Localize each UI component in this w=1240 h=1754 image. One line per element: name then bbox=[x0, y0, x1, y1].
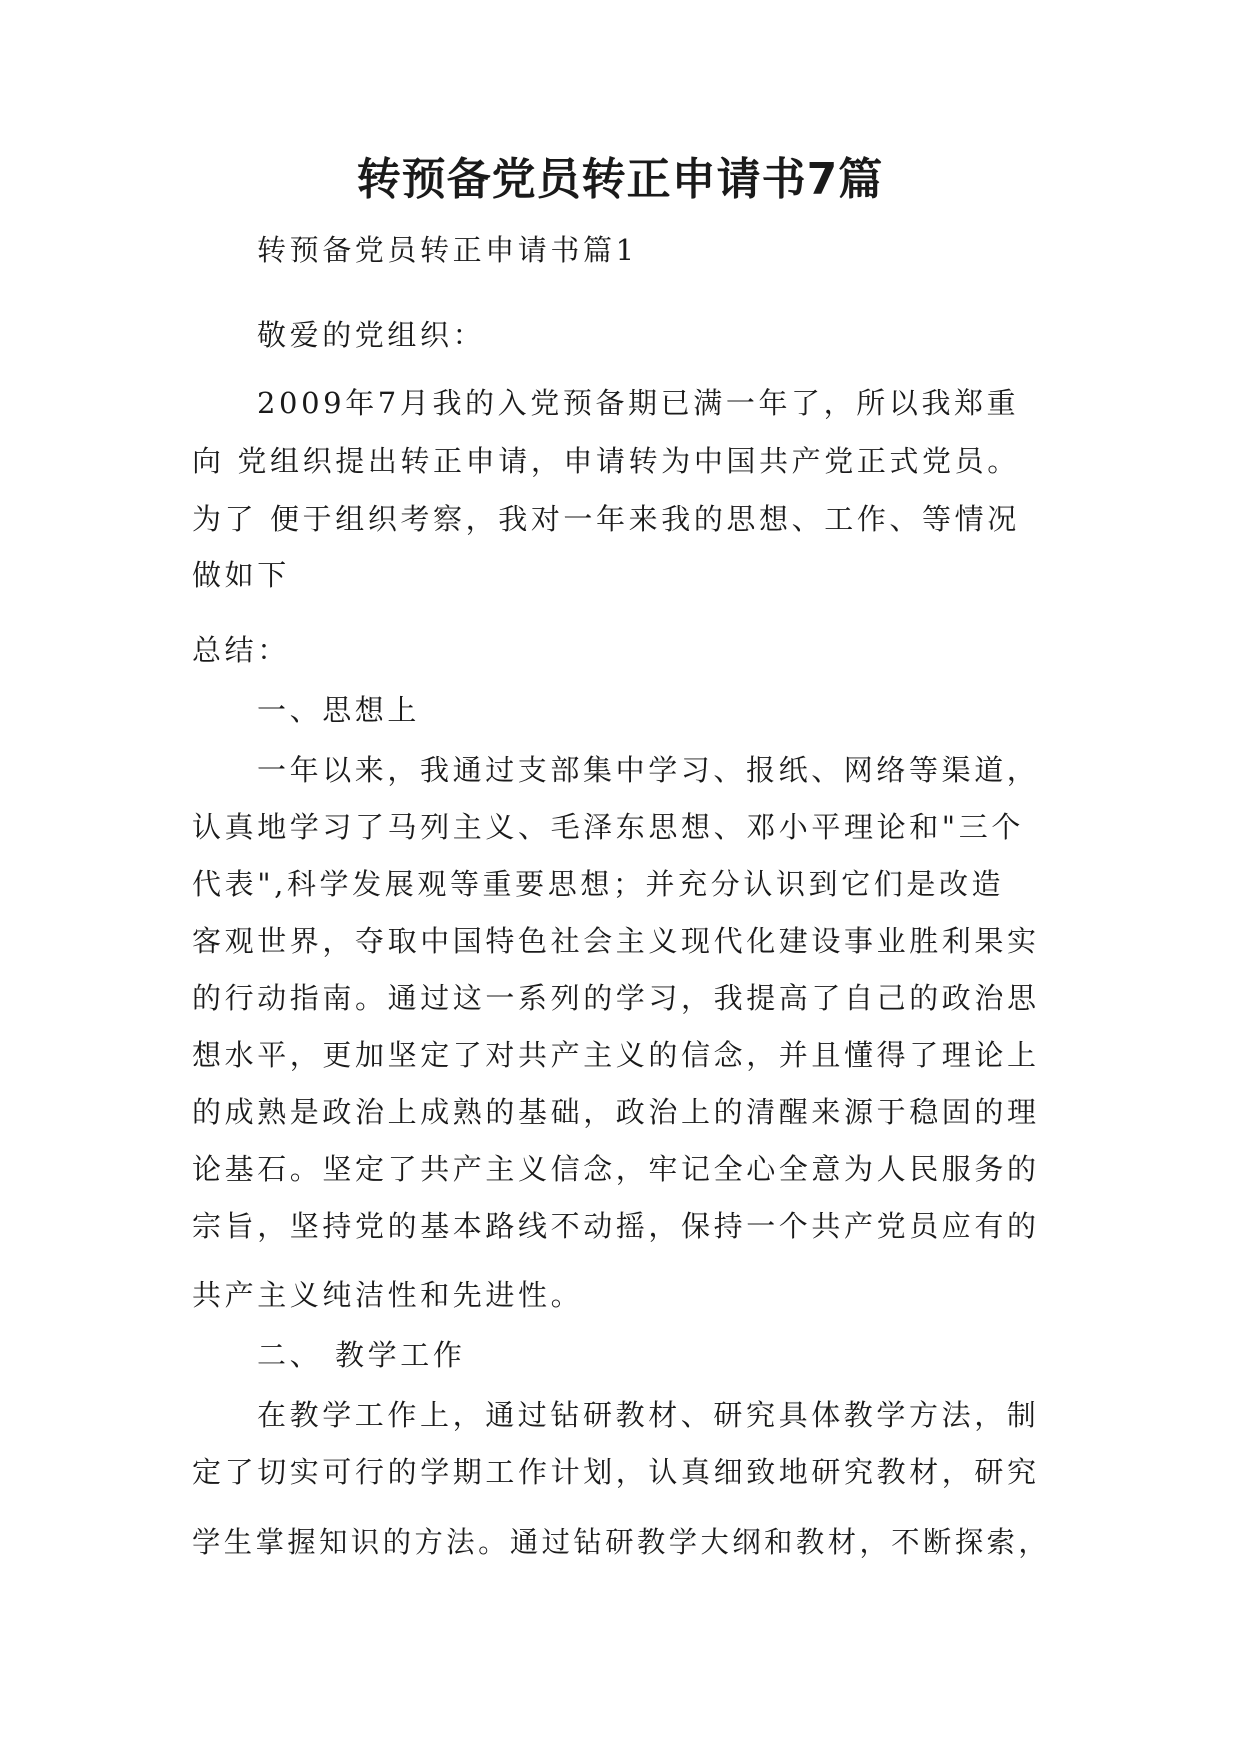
text-line: 一、思想上 bbox=[257, 693, 421, 727]
text-line: 一年以来，我通过支部集中学习、报纸、网络等渠道， bbox=[257, 753, 1040, 787]
text-line: 二、 教学工作 bbox=[257, 1338, 466, 1372]
text-line: 认真地学习了马列主义、毛泽东思想、邓小平理论和"三个 bbox=[192, 810, 1024, 844]
text-line: 学生掌握知识的方法。通过钻研教学大纲和教材，不断探索， bbox=[192, 1525, 1051, 1559]
text-line: 向 党组织提出转正申请，申请转为中国共产党正式党员。 bbox=[192, 444, 1020, 478]
text-line: 2009年7月我的入党预备期已满一年了，所以我郑重 bbox=[257, 386, 1020, 420]
text-line: 的成熟是政治上成熟的基础，政治上的清醒来源于稳固的理 bbox=[192, 1095, 1040, 1129]
text-line: 想水平，更加坚定了对共产主义的信念，并且懂得了理论上 bbox=[192, 1038, 1040, 1072]
text-line: 的行动指南。通过这一系列的学习，我提高了自己的政治思 bbox=[192, 981, 1040, 1015]
text-line: 为了 便于组织考察，我对一年来我的思想、工作、等情况 bbox=[192, 502, 1020, 536]
text-line: 客观世界，夺取中国特色社会主义现代化建设事业胜利果实 bbox=[192, 924, 1040, 958]
text-line: 定了切实可行的学期工作计划，认真细致地研究教材，研究 bbox=[192, 1455, 1040, 1489]
text-line: 总结： bbox=[192, 633, 290, 667]
text-line: 共产主义纯洁性和先进性。 bbox=[192, 1278, 584, 1312]
text-line: 做如下 bbox=[192, 558, 290, 592]
text-line: 转预备党员转正申请书篇1 bbox=[257, 233, 638, 267]
text-line: 在教学工作上，通过钻研教材、研究具体教学方法，制 bbox=[257, 1398, 1040, 1432]
text-line: 论基石。坚定了共产主义信念，牢记全心全意为人民服务的 bbox=[192, 1152, 1040, 1186]
text-line: 代表",科学发展观等重要思想；并充分认识到它们是改造 bbox=[192, 867, 1005, 901]
text-line: 敬爱的党组织： bbox=[257, 318, 486, 352]
document-title: 转预备党员转正申请书7篇 bbox=[356, 154, 884, 205]
text-line: 宗旨，坚持党的基本路线不动摇，保持一个共产党员应有的 bbox=[192, 1209, 1040, 1243]
